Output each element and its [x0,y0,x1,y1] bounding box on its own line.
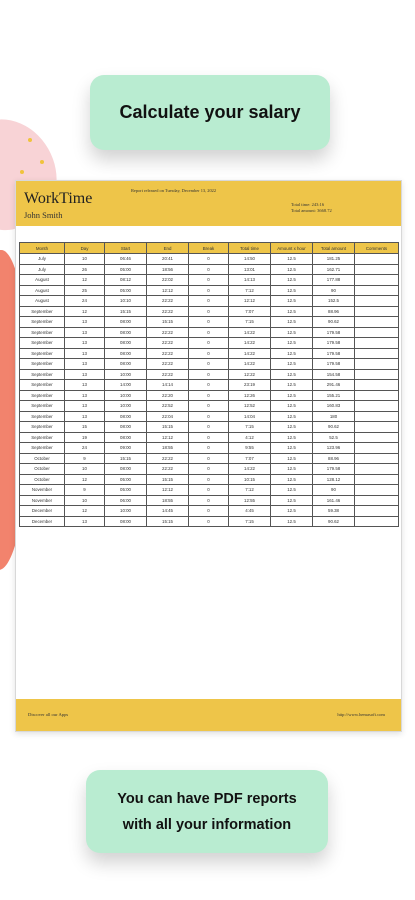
table-cell: 06:46 [105,254,147,265]
table-cell [355,464,399,475]
table-cell [355,285,399,296]
table-cell: 15:15 [105,306,147,317]
table-cell: 26 [65,264,105,275]
column-header: Start [105,243,147,254]
table-cell [355,401,399,412]
table-row [20,485,399,496]
table-cell: 0 [189,285,229,296]
table-cell: September [20,306,65,317]
table-row [20,306,399,317]
table-cell: 154.58 [313,369,355,380]
table-cell: 10:00 [105,506,147,517]
table-cell: 12.5 [271,264,313,275]
table-cell: 0 [189,495,229,506]
table-cell: 12.5 [271,464,313,475]
table-cell: 08:00 [105,327,147,338]
table-cell: 08:00 [105,348,147,359]
table-cell: 12.5 [271,432,313,443]
table-row [20,264,399,275]
table-cell [355,474,399,485]
table-cell: 22:22 [147,296,189,307]
table-cell: 12:12 [147,432,189,443]
table-cell: 4:45 [229,506,271,517]
table-cell: 15:15 [105,453,147,464]
table-cell: 0 [189,296,229,307]
table-cell: 88.96 [313,306,355,317]
table-cell: 12.5 [271,422,313,433]
table-cell: July [20,254,65,265]
report-table-body [20,254,399,527]
table-row [20,453,399,464]
table-cell: September [20,390,65,401]
column-header: Comments [355,243,399,254]
table-cell: 14:50 [229,254,271,265]
table-cell: September [20,348,65,359]
table-cell: September [20,338,65,349]
table-cell: 08:00 [105,516,147,527]
table-cell: 22:22 [147,338,189,349]
table-cell: August [20,275,65,286]
table-cell: 0 [189,380,229,391]
table-row [20,432,399,443]
table-cell: 0 [189,432,229,443]
table-cell: 12:22 [229,369,271,380]
table-cell: 10:00 [105,369,147,380]
table-cell: 22:02 [147,275,189,286]
table-cell: 12.5 [271,285,313,296]
table-cell [355,275,399,286]
table-cell: 05:00 [105,285,147,296]
report-table [19,242,399,527]
table-cell: 179.58 [313,327,355,338]
report-user-name: John Smith [24,210,63,220]
table-cell: 13 [65,317,105,328]
table-cell: November [20,485,65,496]
report-footer [16,699,401,731]
table-row [20,401,399,412]
table-cell [355,380,399,391]
column-header: Amount x hour [271,243,313,254]
table-cell: September [20,432,65,443]
table-cell [355,327,399,338]
column-header: Total amount [313,243,355,254]
table-cell: 12.5 [271,359,313,370]
table-cell: 0 [189,254,229,265]
table-cell: 14:22 [229,464,271,475]
table-cell: September [20,327,65,338]
table-cell: 14:22 [229,338,271,349]
table-cell: November [20,495,65,506]
table-cell [355,264,399,275]
table-row [20,254,399,265]
table-cell: September [20,401,65,412]
table-cell: July [20,264,65,275]
table-cell: 7:15 [229,422,271,433]
report-total-time: Total time: 243:16 [291,202,325,207]
table-cell: 12:12 [147,485,189,496]
table-cell: 0 [189,338,229,349]
table-cell: 0 [189,474,229,485]
table-cell: 15:15 [147,516,189,527]
table-cell: 9 [65,453,105,464]
table-cell: 10:15 [229,474,271,485]
table-cell: 0 [189,422,229,433]
table-cell: 06:00 [105,495,147,506]
column-header: End [147,243,189,254]
table-row [20,464,399,475]
table-cell: 12 [65,474,105,485]
table-cell: 12.5 [271,390,313,401]
table-row [20,369,399,380]
table-cell: 90.62 [313,422,355,433]
table-cell: 22:04 [147,411,189,422]
table-cell: 181.25 [313,254,355,265]
pdf-report-preview [15,180,402,732]
table-cell: September [20,317,65,328]
table-row [20,359,399,370]
table-cell: 14:00 [105,380,147,391]
table-cell: 10 [65,464,105,475]
table-cell: 08:00 [105,411,147,422]
table-cell: 10:00 [105,390,147,401]
table-cell: 22:52 [147,401,189,412]
table-cell [355,485,399,496]
table-row [20,495,399,506]
table-cell: 19 [65,432,105,443]
table-cell: 05:00 [105,264,147,275]
table-cell: 161.46 [313,495,355,506]
table-cell: 128.12 [313,474,355,485]
table-cell: 12:12 [229,296,271,307]
table-cell: 12:52 [229,401,271,412]
table-cell: 152.5 [313,296,355,307]
table-cell: 12.5 [271,495,313,506]
table-cell: 12.5 [271,516,313,527]
table-row [20,474,399,485]
table-cell: 0 [189,506,229,517]
report-app-name: WorkTime [24,190,93,207]
table-cell: 12 [65,275,105,286]
table-cell: 179.58 [313,338,355,349]
table-cell: 0 [189,317,229,328]
table-cell [355,516,399,527]
table-cell: 0 [189,348,229,359]
table-cell: September [20,359,65,370]
table-cell: 7:12 [229,485,271,496]
table-cell: 0 [189,401,229,412]
table-cell: 08:00 [105,464,147,475]
table-cell: 13 [65,327,105,338]
table-cell: 291.46 [313,380,355,391]
table-cell: 22:22 [147,453,189,464]
table-cell: 23:19 [229,380,271,391]
table-row [20,380,399,391]
table-cell: 162.71 [313,264,355,275]
table-cell: 13 [65,359,105,370]
table-cell: August [20,285,65,296]
table-cell [355,432,399,443]
column-header: Total time [229,243,271,254]
table-cell: 179.58 [313,359,355,370]
table-cell: 13 [65,338,105,349]
table-row [20,411,399,422]
table-cell: 0 [189,516,229,527]
table-cell: 08:00 [105,432,147,443]
table-cell: 10:10 [105,296,147,307]
table-cell [355,296,399,307]
table-cell: 9:55 [229,443,271,454]
table-cell: 13 [65,516,105,527]
table-cell: 24 [65,296,105,307]
table-cell: December [20,506,65,517]
table-header-row [20,243,399,254]
report-header [16,181,401,226]
table-cell: October [20,453,65,464]
decorative-dot [40,160,44,164]
table-cell: 13 [65,411,105,422]
table-cell: 14:45 [147,506,189,517]
table-cell: 12 [65,306,105,317]
table-cell: 15 [65,422,105,433]
table-cell: 15:15 [147,474,189,485]
table-cell: 0 [189,275,229,286]
table-cell: 155.21 [313,390,355,401]
footer-website: http://www.hemasoft.com [337,712,385,717]
table-cell [355,348,399,359]
table-cell: 0 [189,443,229,454]
table-cell: 179.58 [313,464,355,475]
table-row [20,327,399,338]
table-cell [355,359,399,370]
table-cell: 12.5 [271,443,313,454]
table-cell: 08:00 [105,317,147,328]
table-cell: 14:04 [229,411,271,422]
decorative-dot [28,138,32,142]
table-cell: 09:00 [105,443,147,454]
table-cell: December [20,516,65,527]
table-cell: 18:56 [147,264,189,275]
table-row [20,390,399,401]
table-row [20,338,399,349]
table-cell: 0 [189,369,229,380]
table-cell: 22:22 [147,348,189,359]
table-cell: 14:22 [229,348,271,359]
table-cell: 18:55 [147,443,189,454]
table-cell: 12.5 [271,506,313,517]
table-cell: 13:01 [229,264,271,275]
table-cell: 12:55 [229,495,271,506]
table-row [20,317,399,328]
table-cell: 12:26 [229,390,271,401]
table-cell: 0 [189,464,229,475]
table-row [20,422,399,433]
table-cell: 24 [65,443,105,454]
table-cell: 14:14 [147,380,189,391]
table-cell: 9 [65,485,105,496]
table-row [20,516,399,527]
table-cell: 90.62 [313,516,355,527]
table-cell: 14:22 [229,359,271,370]
table-cell [355,338,399,349]
table-cell: 0 [189,327,229,338]
table-cell: 20:41 [147,254,189,265]
table-cell: August [20,296,65,307]
table-cell [355,317,399,328]
table-cell: 10 [65,495,105,506]
promo-bottom-label: You can have PDF reports with all your information [117,790,297,833]
table-cell: 12.5 [271,275,313,286]
table-cell: 12.5 [271,254,313,265]
table-cell: 13 [65,380,105,391]
table-cell: 0 [189,453,229,464]
table-cell: 12.5 [271,338,313,349]
table-cell: 7:07 [229,453,271,464]
table-cell: 15:15 [147,317,189,328]
table-row [20,506,399,517]
table-cell: 0 [189,411,229,422]
table-cell: 12.5 [271,306,313,317]
table-cell [355,306,399,317]
table-cell: 0 [189,485,229,496]
table-row [20,275,399,286]
table-cell: October [20,464,65,475]
table-cell: 0 [189,390,229,401]
table-cell: 177.88 [313,275,355,286]
promo-banner-top [90,75,330,150]
table-cell: 12.5 [271,327,313,338]
table-cell: 08:12 [105,275,147,286]
table-cell: 59.38 [313,506,355,517]
table-row [20,443,399,454]
table-cell: 123.96 [313,443,355,454]
table-cell: 7:07 [229,306,271,317]
table-cell [355,422,399,433]
table-cell: September [20,369,65,380]
table-cell: 7:15 [229,317,271,328]
footer-apps-link: Discover all our Apps [28,712,69,717]
table-cell: 160.83 [313,401,355,412]
table-cell: 25 [65,285,105,296]
table-cell: 08:00 [105,422,147,433]
table-cell: 13 [65,390,105,401]
table-cell: 179.58 [313,348,355,359]
table-cell: 12.5 [271,485,313,496]
table-cell: 52.5 [313,432,355,443]
column-header: Day [65,243,105,254]
column-header: Break [189,243,229,254]
table-cell: 12.5 [271,474,313,485]
table-row [20,348,399,359]
table-cell [355,443,399,454]
table-cell [355,411,399,422]
table-cell: September [20,443,65,454]
table-cell: 12.5 [271,348,313,359]
table-cell [355,369,399,380]
report-total-amount: Total amount: 3668.72 [291,208,332,213]
table-cell: September [20,380,65,391]
table-cell: 15:15 [147,422,189,433]
table-cell: 90 [313,485,355,496]
decorative-dot [20,170,24,174]
table-row [20,285,399,296]
table-cell [355,495,399,506]
table-cell: 12.5 [271,411,313,422]
table-cell: 08:00 [105,359,147,370]
table-cell: 0 [189,264,229,275]
promo-banner-bottom [86,770,328,853]
column-header: Month [20,243,65,254]
table-cell: 13 [65,348,105,359]
table-cell: 12.5 [271,317,313,328]
table-cell: 4:12 [229,432,271,443]
table-cell: 22:22 [147,369,189,380]
table-cell: 22:22 [147,359,189,370]
table-cell: September [20,411,65,422]
table-cell: 18:55 [147,495,189,506]
table-cell: 10:00 [105,401,147,412]
table-cell: 12.5 [271,380,313,391]
table-cell [355,506,399,517]
table-cell: 0 [189,359,229,370]
table-cell: October [20,474,65,485]
table-cell: 22:20 [147,390,189,401]
table-cell: 88.96 [313,453,355,464]
table-cell: 08:00 [105,338,147,349]
table-cell [355,453,399,464]
table-cell: 12.5 [271,453,313,464]
table-cell: 10 [65,254,105,265]
report-generated-date: Report released on Tuesday, December 13, 2022 [131,188,217,193]
table-cell: 90 [313,285,355,296]
table-cell [355,390,399,401]
table-cell: 7:12 [229,285,271,296]
table-cell: 12.5 [271,296,313,307]
table-cell: 12.5 [271,401,313,412]
table-cell: 13 [65,401,105,412]
table-cell: 12 [65,506,105,517]
table-cell: 90.62 [313,317,355,328]
table-cell: 13 [65,369,105,380]
table-cell: 22:22 [147,464,189,475]
table-cell: 12.5 [271,369,313,380]
table-cell: 7:15 [229,516,271,527]
table-cell: 180 [313,411,355,422]
table-cell: 05:00 [105,485,147,496]
table-cell: 14:13 [229,275,271,286]
table-cell [355,254,399,265]
table-cell: September [20,422,65,433]
table-cell: 22:22 [147,306,189,317]
table-cell: 22:22 [147,327,189,338]
table-cell: 12:12 [147,285,189,296]
table-cell: 14:22 [229,327,271,338]
table-cell: 0 [189,306,229,317]
table-cell: 05:00 [105,474,147,485]
table-row [20,296,399,307]
promo-top-label: Calculate your salary [119,102,301,122]
